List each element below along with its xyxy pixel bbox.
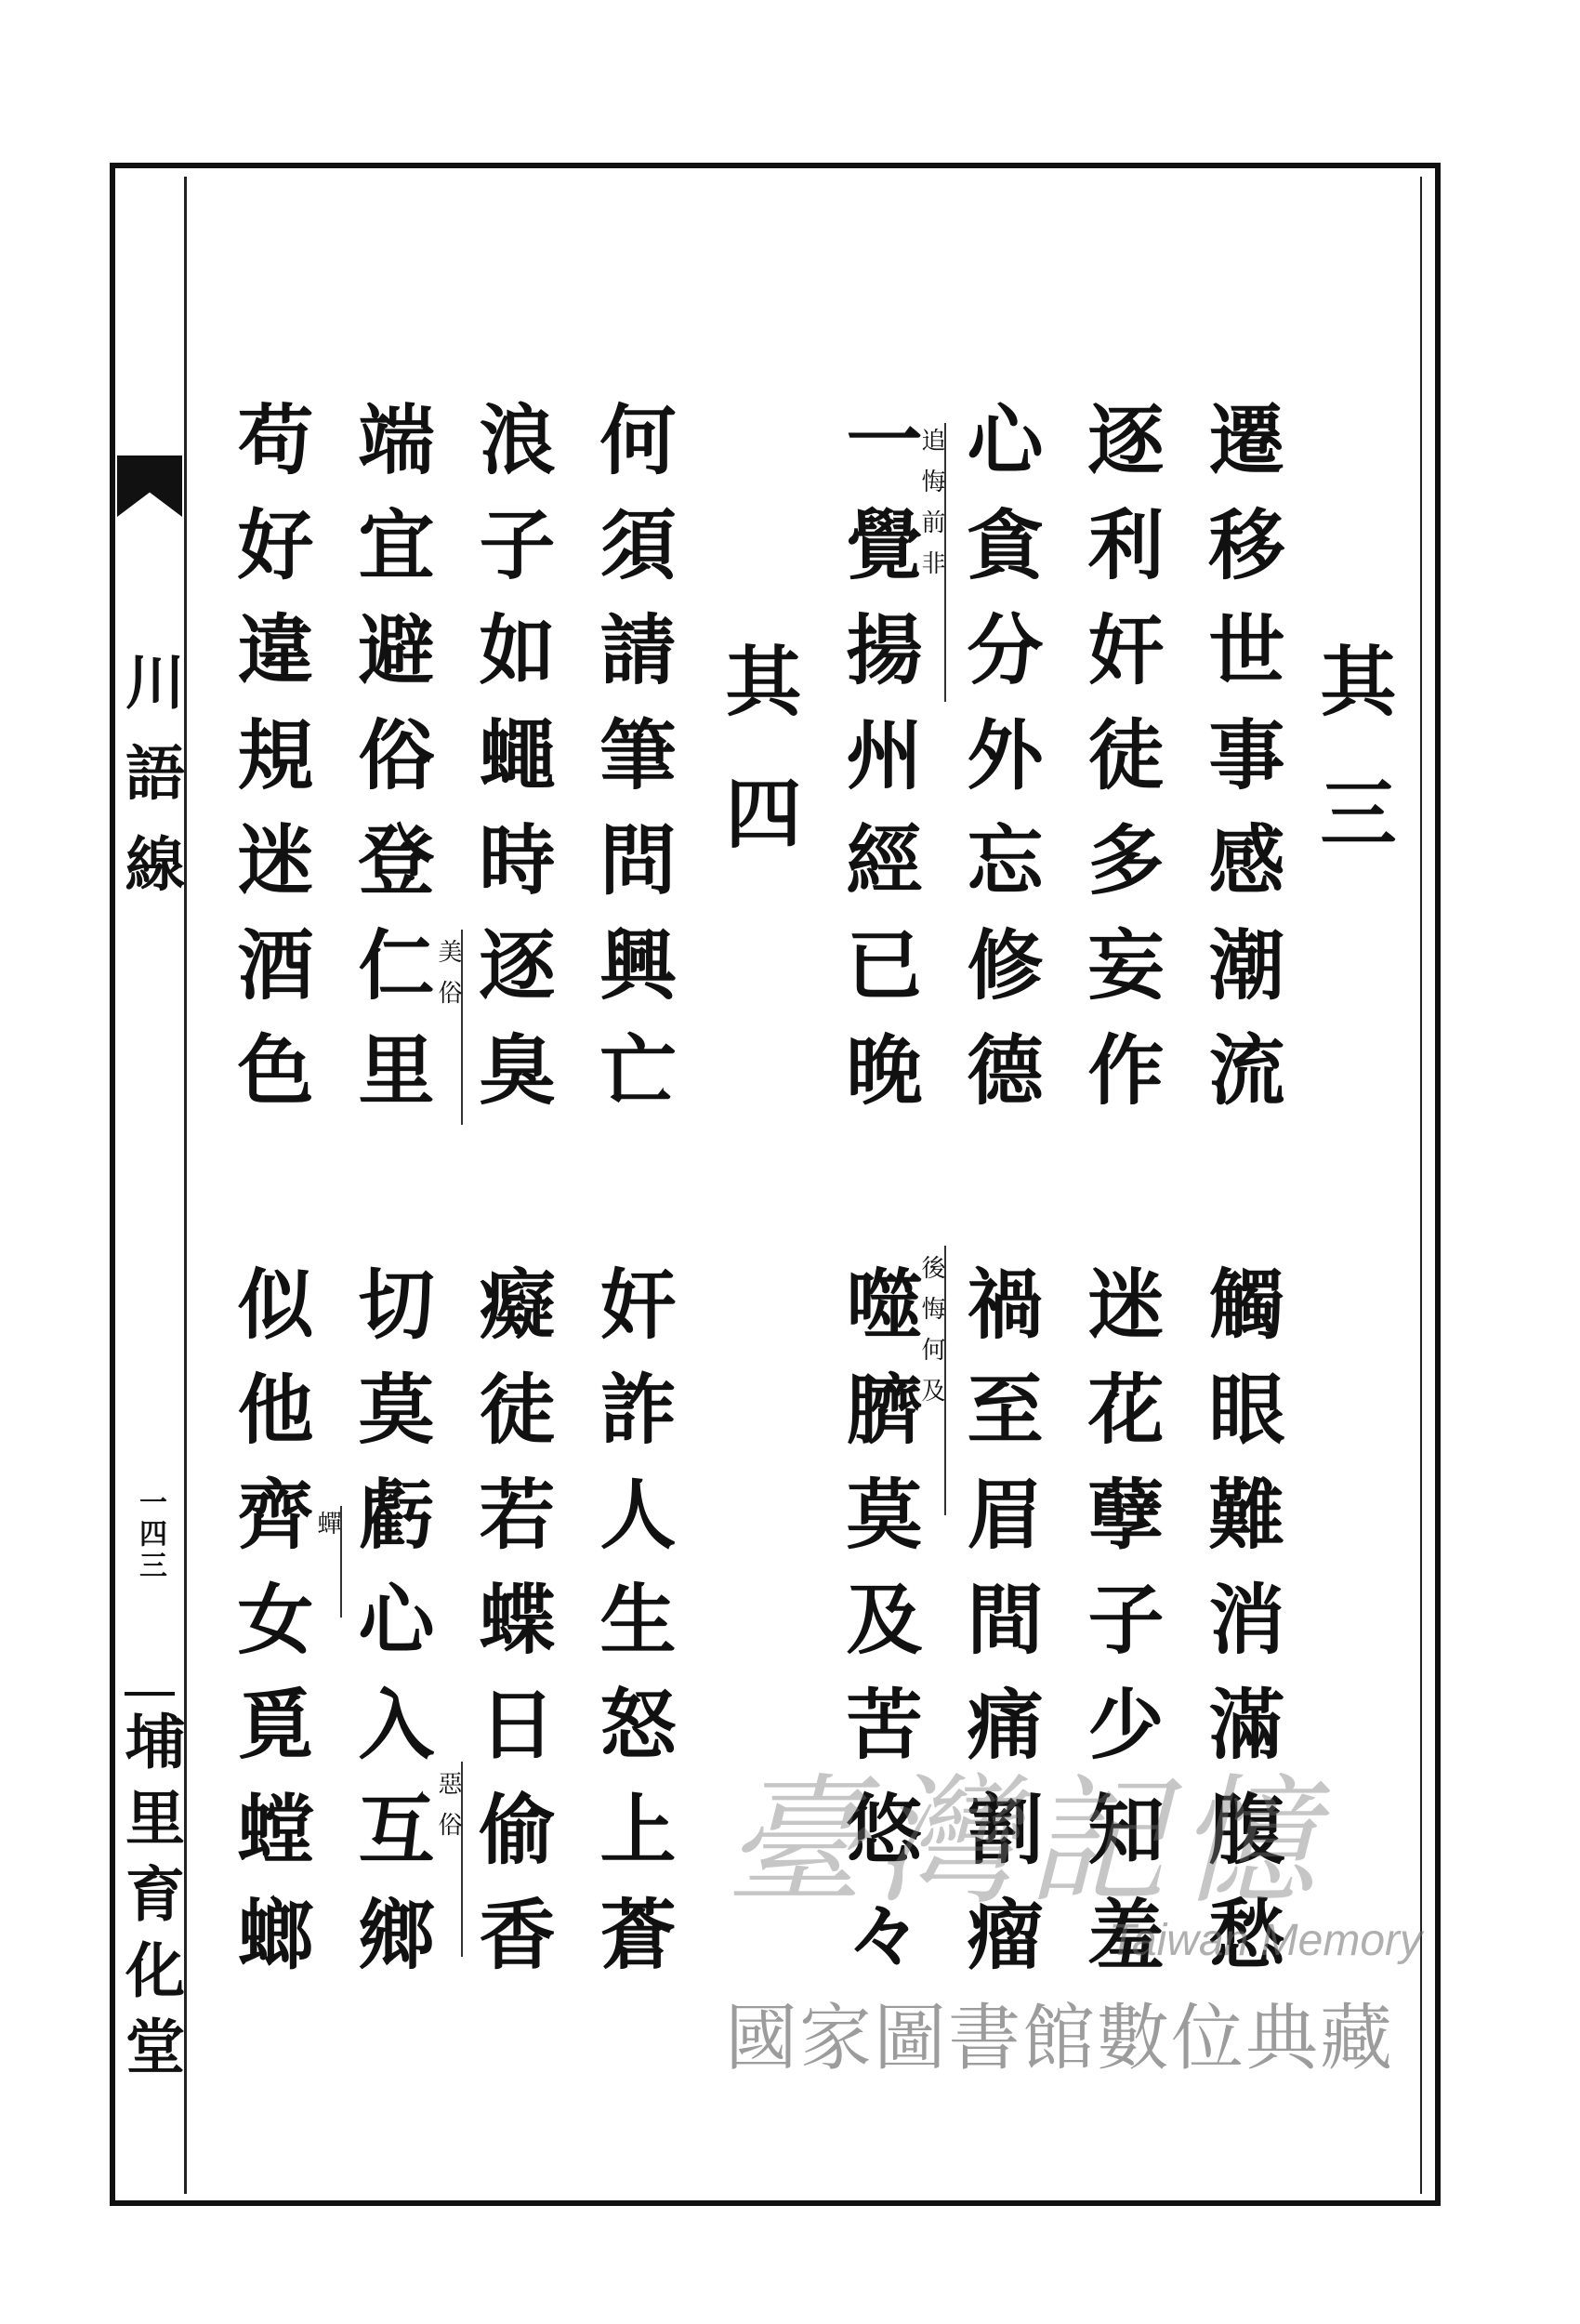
annotation-note: 惡俗 bbox=[434, 1771, 462, 1853]
watermark-institution: 國家圖書館數位典藏 bbox=[725, 1997, 1395, 2080]
poem-three-line-1-upper: 遷移世事感潮流 bbox=[1196, 400, 1285, 1135]
annotation-note: 蟬 bbox=[313, 1511, 341, 1552]
poem-three-heading: 其三 bbox=[1308, 641, 1397, 905]
poem-three-line-3-upper: 心貪分外忘修德 bbox=[955, 400, 1044, 1135]
poem-four-line-4-lower: 似他齊女覓螳螂 bbox=[225, 1264, 314, 2000]
watermark-calligraphy: 臺灣記憶 bbox=[725, 1762, 1328, 1923]
annotation-note: 追悔前非 bbox=[917, 428, 945, 591]
poem-four-line-2-upper: 浪子如蠅時逐臭 bbox=[467, 400, 556, 1135]
annotation-note: 美俗 bbox=[434, 939, 462, 1021]
spine-title: 川語線 bbox=[115, 651, 185, 924]
spine-separator bbox=[125, 1692, 175, 1696]
poem-three-line-2-lower: 迷花孽子少知羞 bbox=[1075, 1264, 1165, 2000]
inner-border-line bbox=[1420, 177, 1422, 2194]
book-spine bbox=[115, 167, 184, 2201]
poem-three-line-2-upper: 逐利奸徒多妄作 bbox=[1075, 400, 1165, 1135]
poem-three-line-4-lower: 噬臍莫及苦悠々 bbox=[834, 1264, 923, 2000]
poem-four-line-3-lower: 切莫虧心入互鄉 bbox=[346, 1264, 435, 2000]
poem-four-line-1-lower: 奸詐人生怒上蒼 bbox=[587, 1264, 677, 2000]
poem-four-heading: 其四 bbox=[713, 641, 802, 905]
poem-three-line-1-lower: 觸眼難消滿腹愁 bbox=[1196, 1264, 1285, 2000]
poem-four-line-1-upper: 何須請筆問興亡 bbox=[587, 400, 677, 1135]
page-number: 一四三 bbox=[134, 1487, 166, 1582]
annotation-note: 後悔何及 bbox=[917, 1255, 945, 1419]
fishtail-mark bbox=[117, 456, 182, 517]
poem-four-line-3-upper: 端宜避俗登仁里 bbox=[346, 400, 435, 1135]
publisher-name: 埔里育化堂 bbox=[115, 1710, 185, 2092]
poem-three-line-4-upper: 一覺揚州經已晚 bbox=[834, 400, 923, 1135]
poem-four-line-2-lower: 癡徒若蝶日偷香 bbox=[467, 1264, 556, 2000]
poem-four-line-4-upper: 苟好違規迷酒色 bbox=[225, 400, 314, 1135]
poem-three-line-3-lower: 禍至眉間痛割瘤 bbox=[955, 1264, 1044, 2000]
watermark-english: Taiwan Memory bbox=[1108, 1916, 1422, 1965]
